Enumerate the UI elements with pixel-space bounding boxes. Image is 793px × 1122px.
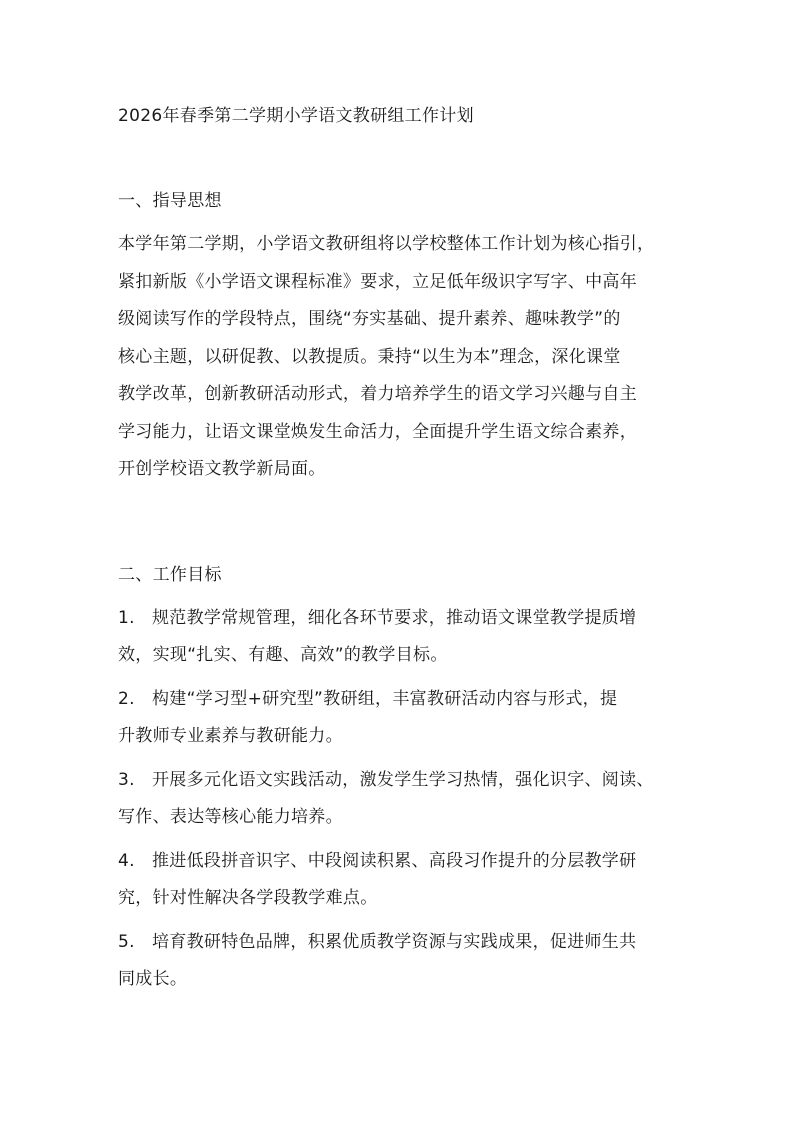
goal-item-2-cont: 升教师专业素养与教研能力。 [118,726,343,746]
goal-item-5 [118,930,636,954]
goal-item-4 [118,849,636,873]
section-heading-work-goals: 二、工作目标 [118,565,222,585]
list-number: 5. [118,932,135,952]
section-heading-guiding-thought: 一、指导思想 [118,191,222,211]
goal-item-5-cont: 同成长。 [118,969,188,989]
paragraph-line: 核心主题，以研促教、以教提质。秉持“以生为本”理念，深化课堂 [118,347,621,367]
list-number: 1. [118,608,135,628]
goal-item-1 [118,606,636,630]
paragraph-line: 开创学校语文教学新局面。 [118,459,326,479]
goal-item-3 [118,768,654,792]
goal-item-3-cont: 写作、表达等核心能力培养。 [118,807,343,827]
paragraph-line: 本学年第二学期，小学语文教研组将以学校整体工作计划为核心指引， [118,234,655,254]
paragraph-line: 紧扣新版《小学语文课程标准》要求，立足低年级识字写字、中高年 [118,272,637,292]
list-text: 推进低段拼音识字、中段阅读积累、高段习作提升的分层教学研 [152,851,637,871]
goal-item-2 [118,687,617,711]
list-text: 规范教学常规管理，细化各环节要求，推动语文课堂教学提质增 [152,608,637,628]
paragraph-line: 学习能力，让语文课堂焕发生命活力，全面提升学生语文综合素养， [118,422,637,442]
list-text: 构建“学习型+研究型”教研组，丰富教研活动内容与形式，提 [152,689,618,709]
list-number: 2. [118,689,135,709]
list-number: 4. [118,851,135,871]
goal-item-4-cont: 究，针对性解决各学段教学难点。 [118,888,378,908]
goal-item-1-cont: 效，实现“扎实、有趣、高效”的教学目标。 [118,645,448,665]
list-text: 培育教研特色品牌，积累优质教学资源与实践成果，促进师生共 [152,932,637,952]
list-text: 开展多元化语文实践活动，激发学生学习热情，强化识字、阅读、 [152,770,654,790]
document-title: 2026年春季第二学期小学语文教研组工作计划 [118,106,474,126]
paragraph-line: 级阅读写作的学段特点，围绕“夯实基础、提升素养、趣味教学”的 [118,309,621,329]
paragraph-line: 教学改革，创新教研活动形式，着力培养学生的语文学习兴趣与自主 [118,384,637,404]
list-number: 3. [118,770,135,790]
